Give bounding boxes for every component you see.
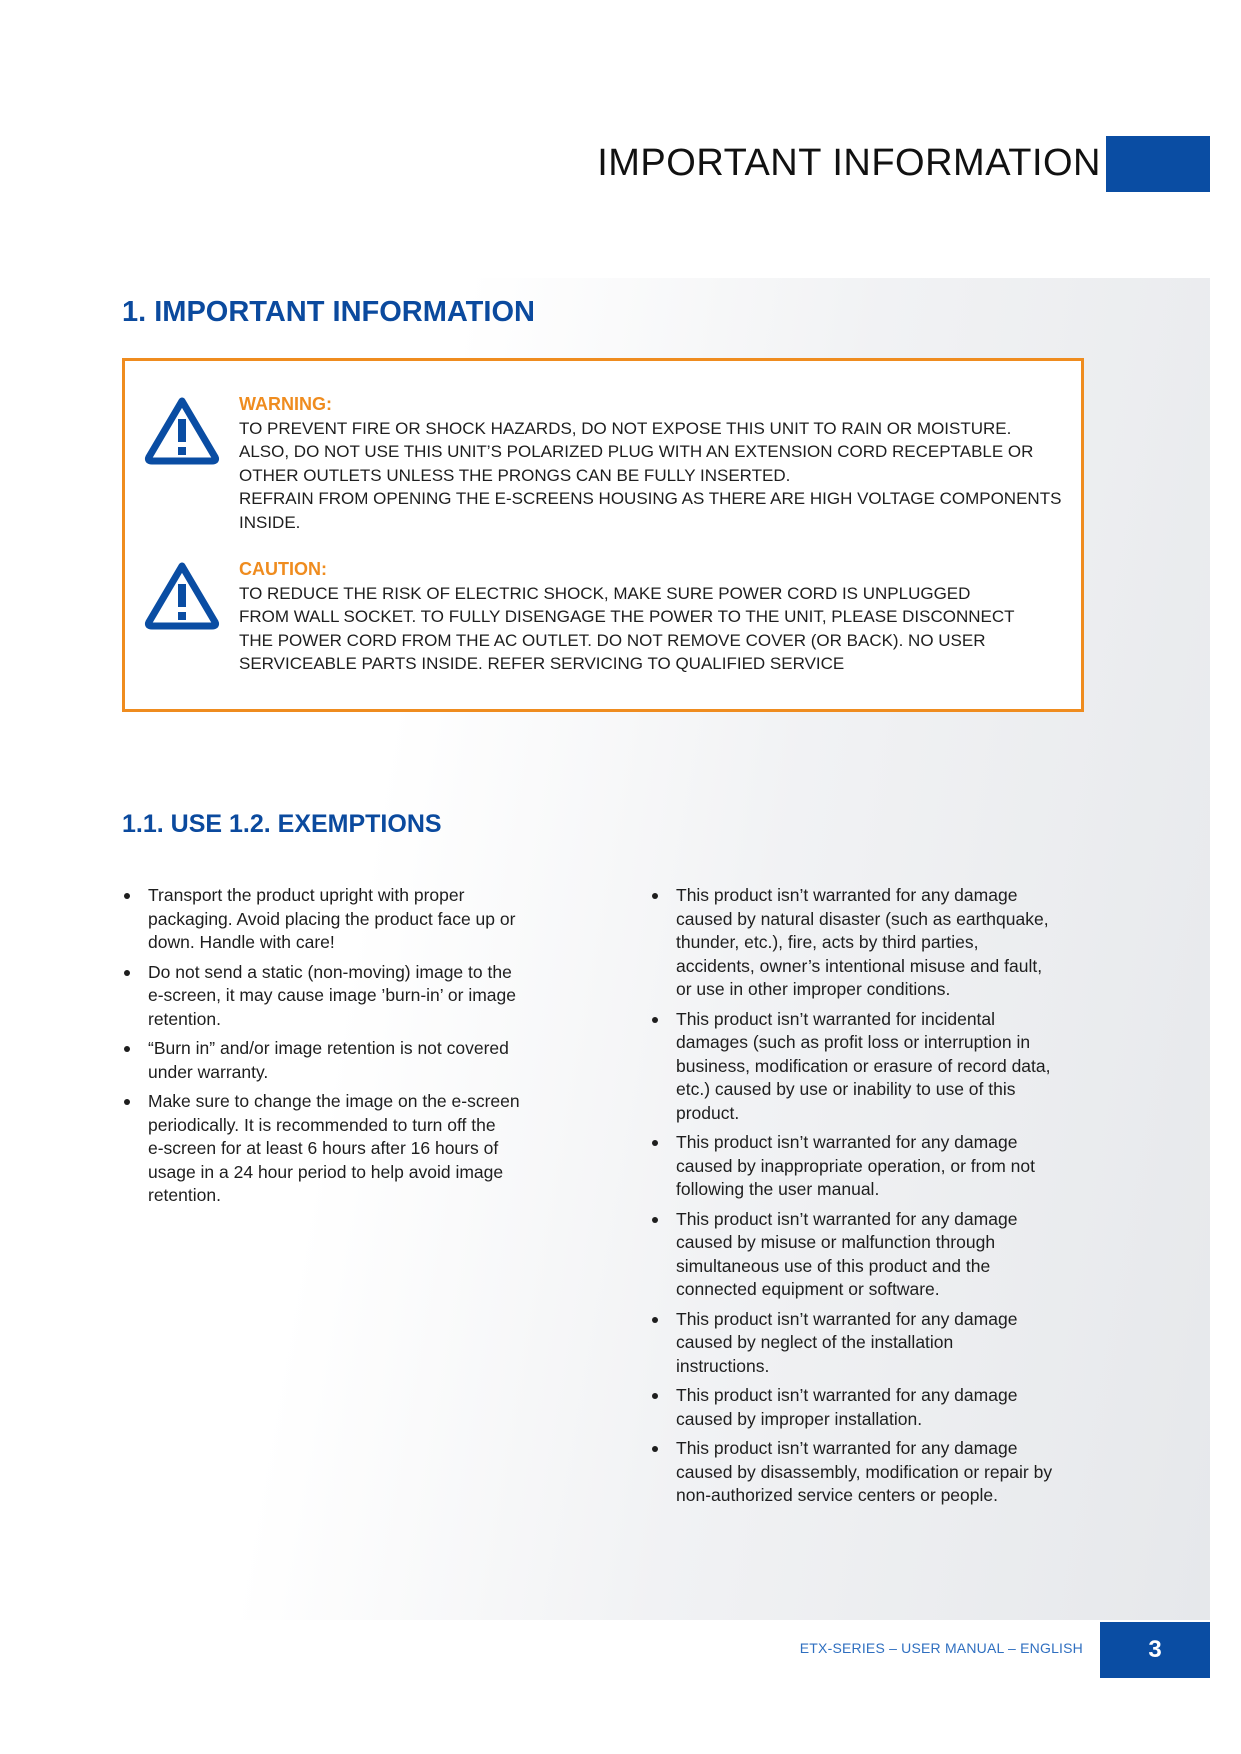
list-item: Transport the product upright with proper packaging. Avoid placing the product face up or down. Handle with care! bbox=[122, 884, 562, 955]
list-item: Do not send a static (non-moving) image to the e-screen, it may cause image ’burn-in’ or image retention. bbox=[122, 961, 562, 1032]
list-item: “Burn in” and/or image retention is not covered under warranty. bbox=[122, 1037, 562, 1084]
list-item: This product isn’t warranted for incidental damages (such as profit loss or interruption in business, modification or erasure of record data, etc.) caused by use or inability to use of this product. bbox=[650, 1008, 1090, 1126]
list-item: This product isn’t warranted for any damage caused by natural disaster (such as earthquake, thunder, etc.), fire, acts by third parties, accidents, owner’s intentional misuse and fault, or use in other improper conditions. bbox=[650, 884, 1090, 1002]
safety-notice-box bbox=[122, 358, 1084, 712]
header-accent-block bbox=[1106, 136, 1210, 192]
list-item: This product isn’t warranted for any damage caused by neglect of the installation instructions. bbox=[650, 1308, 1090, 1379]
warning-title: WARNING: bbox=[239, 394, 332, 414]
list-item: This product isn’t warranted for any damage caused by disassembly, modification or repair by non-authorized service centers or people. bbox=[650, 1437, 1090, 1508]
caution-body bbox=[239, 558, 1079, 676]
page-number: 3 bbox=[1100, 1622, 1210, 1678]
section-title: 1. IMPORTANT INFORMATION bbox=[122, 296, 535, 328]
header-title: IMPORTANT INFORMATION bbox=[597, 142, 1101, 184]
exemptions-list bbox=[650, 884, 1090, 1514]
caution-text: TO REDUCE THE RISK OF ELECTRIC SHOCK, MAKE SURE POWER CORD IS UNPLUGGED FROM WALL SOCKET. TO FULLY DISENGAGE THE POWER TO THE UNIT, PLEASE DISCONNECT THE POWER CORD FROM THE AC OUTLET. DO NOT REMOVE COVER (OR BACK). NO USER SERVICEABLE PARTS INSIDE. REFER SERVICING TO QUALIFIED SERVICE bbox=[239, 583, 1015, 673]
subsection-title: 1.1. USE 1.2. EXEMPTIONS bbox=[122, 810, 442, 838]
use-list bbox=[122, 884, 562, 1214]
footer-manual-label: ETX-SERIES – USER MANUAL – ENGLISH bbox=[799, 1640, 1083, 1656]
warning-triangle-icon bbox=[143, 560, 221, 630]
list-item: Make sure to change the image on the e-screen periodically. It is recommended to turn off the e-screen for at least 6 hours after 16 hours of usage in a 24 hour period to help avoid image retention. bbox=[122, 1090, 562, 1208]
warning-text: TO PREVENT FIRE OR SHOCK HAZARDS, DO NOT EXPOSE THIS UNIT TO RAIN OR MOISTURE. ALSO, DO NOT USE THIS UNIT’S POLARIZED PLUG WITH AN EXTENSION CORD RECEPTABLE OR OTHER OUTLETS UNLESS THE PRONGS CAN BE FULLY INSERTED. REFRAIN FROM OPENING THE E-SCREENS HOUSING AS THERE ARE HIGH VOLTAGE COMPONENTS INSIDE. bbox=[239, 418, 1062, 532]
caution-title: CAUTION: bbox=[239, 559, 327, 579]
warning-triangle-icon bbox=[143, 395, 221, 465]
warning-body bbox=[239, 393, 1079, 534]
list-item: This product isn’t warranted for any damage caused by inappropriate operation, or from not following the user manual. bbox=[650, 1131, 1090, 1202]
list-item: This product isn’t warranted for any damage caused by improper installation. bbox=[650, 1384, 1090, 1431]
list-item: This product isn’t warranted for any damage caused by misuse or malfunction through simultaneous use of this product and the connected equipment or software. bbox=[650, 1208, 1090, 1302]
